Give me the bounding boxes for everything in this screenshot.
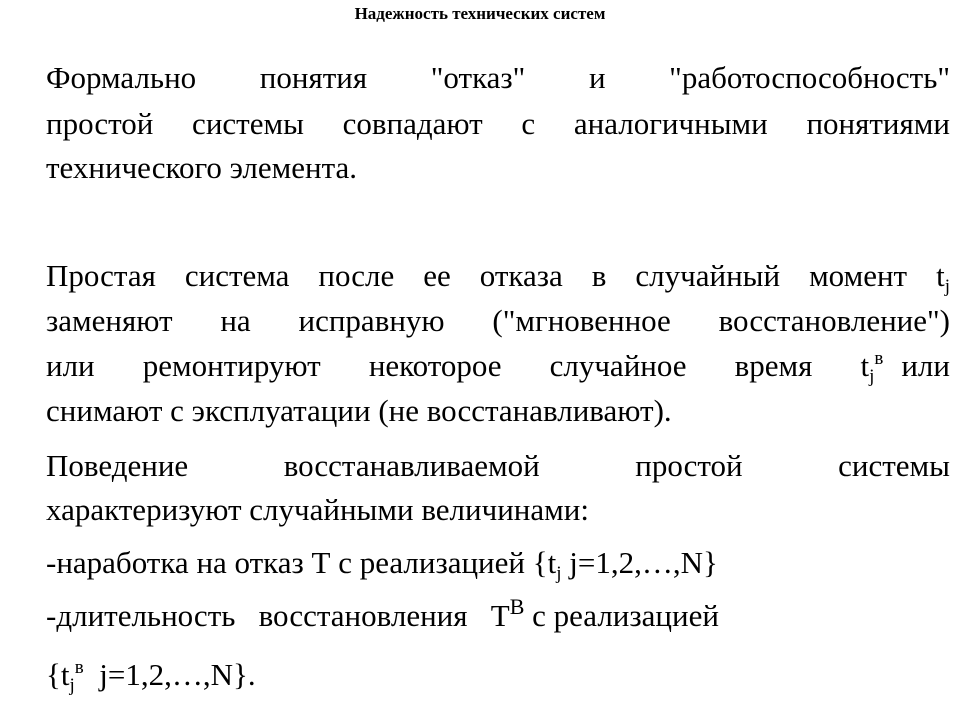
list-item-mtbf	[46, 545, 950, 584]
word-group	[46, 348, 884, 387]
list-item-repair-time	[46, 594, 950, 634]
subscript-j: j	[69, 675, 75, 696]
list-item-repair-time-line-2	[46, 657, 950, 696]
text: -наработка на отказ Т с реализацией {t	[46, 545, 557, 580]
paragraph-1-line-3: технического элемента.	[46, 150, 358, 185]
w: время	[734, 348, 813, 383]
text: с реализацией	[524, 598, 719, 633]
w: ремонтируют	[142, 348, 321, 383]
superscript-B: В	[509, 594, 525, 619]
text: Простая система после ее отказа в случайный момент t	[46, 258, 945, 293]
paragraph-1-line-2: простой системы совпадают с аналогичными понятиями	[46, 106, 950, 141]
w: некоторое	[368, 348, 502, 383]
paragraph-2-line-3	[46, 348, 950, 387]
paragraph-1-line-1: Формально понятия "отказ" и "работоспособность"	[46, 60, 950, 95]
subscript-j: j	[556, 563, 562, 584]
paragraph-2-line-2: заменяют на исправную ("мгновенное восстановление")	[46, 303, 950, 338]
paragraph-3-line-2: характеризуют случайными величинами:	[46, 492, 589, 527]
superscript-v: в	[74, 657, 84, 678]
subscript-j: j	[944, 276, 950, 297]
tail-word: или	[901, 348, 950, 383]
superscript-v: в	[874, 348, 884, 369]
text: j=1,2,…,N}.	[83, 657, 256, 692]
t-j-b: $t_j^в$	[860, 348, 884, 387]
paragraph-2-line-1	[46, 258, 950, 297]
paragraph-2-line-4: снимают с эксплуатации (не восстанавливают).	[46, 393, 672, 428]
w: или	[46, 348, 95, 383]
text: {t	[46, 657, 70, 692]
text: -длительность восстановления Т	[46, 598, 510, 633]
paragraph-3-line-1: Поведение восстанавливаемой простой системы	[46, 448, 950, 483]
text: j=1,2,…,N}	[561, 545, 718, 580]
page-title: Надежность технических систем	[354, 4, 606, 23]
w: случайное	[549, 348, 687, 383]
subscript-j: j	[869, 366, 875, 387]
